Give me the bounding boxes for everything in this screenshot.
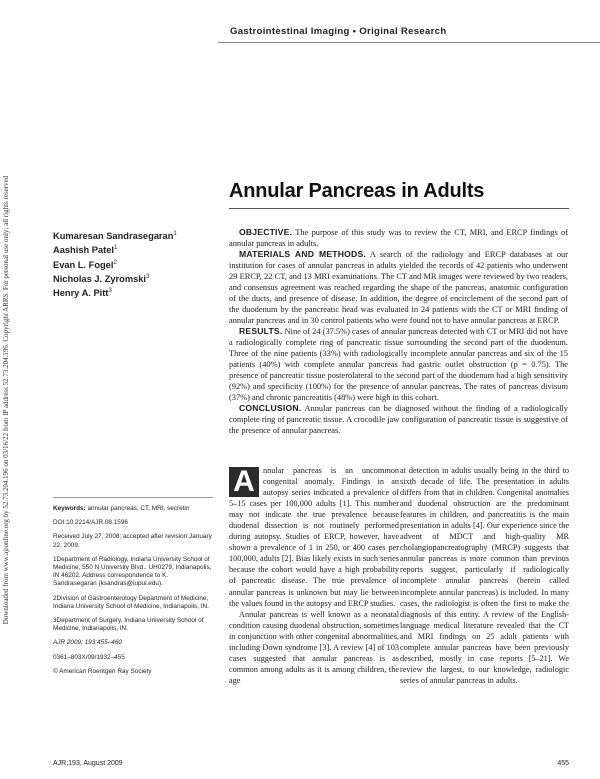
received-date: Received July 27, 2008; accepted after revision January 22, 2009.	[53, 533, 212, 549]
author: Nicholas J. Zyromski$^3$	[53, 273, 150, 284]
abstract-methods: MATERIALS AND METHODS. A search of the radiology and ERCP databases at our institution for cases of annular pancreas in adults yielded the records of 42 patients who underwent 29 ERCP, 22 CT, and 13 MRI examinations. The CT and MR images were reviewed by two readers, and consensus agreement was reached regarding the shape of the pancreas, anatomic configuration of the ducts, and presence of disease. In addition, the degree of encirclement of the second part of the duodenum by the pancreatic head was evaluated in 24 patients with the CT or MRI finding of annular pancreas and in 30 control patients who were found not to have annular pancreas at ERCP.	[229, 249, 568, 325]
download-note	[0, 0, 14, 779]
abstract	[229, 227, 568, 436]
keywords: Keywords: annular pancreas, CT, MRI, secretin	[53, 505, 190, 512]
abstract-results: RESULTS. Nine of 24 (37.5%) cases of annular pancreas detected with CT or MRI did not have a radiologically complete ring of pancreatic tissue surrounding the second part of the duodenum. Three of the nine patients (33%) with radiologically incomplete annular pancreas and six of the 15 patients (40%) with complete annular pancreas had gastric outlet obstruction (p = 0.75). The presence of pancreatic tissue posterolateral to the second part of the duodenum had a high sensitivity (92%) and specificity (100%) for the presence of annular pancreas. The rates of pancreas divisum (37%) and chronic pancreatitis (48%) were high in this cohort.	[229, 326, 568, 402]
title-rule	[229, 208, 569, 209]
body-column-2	[400, 465, 569, 686]
citation: AJR 2009; 193:455–460	[53, 639, 122, 647]
copyright: © American Roentgen Ray Society	[53, 667, 152, 675]
drop-cap: A	[229, 467, 259, 497]
author: Henry A. Pitt$^3$	[53, 288, 112, 299]
header-rule	[218, 42, 600, 43]
section-header	[218, 25, 600, 41]
page-number: 455	[557, 760, 569, 767]
affiliation-3: 3Department of Surgery, Indiana University School of Medicine, Indianapolis, IN.	[53, 617, 204, 633]
body-column-1	[229, 465, 399, 686]
section-header-text: Gastrointestinal Imaging • Original Research	[230, 26, 447, 37]
abstract-conclusion: CONCLUSION. Annular pancreas can be diagnosed without the finding of a radiologically complete ring of pancreatic tissue. A crocodile jaw configuration of pancreatic tissue is suggestive of the presence of annular pancreas.	[229, 403, 568, 435]
abstract-objective: OBJECTIVE. The purpose of this study was to review the CT, MRI, and ERCP findings of annular pancreas in adults.	[229, 227, 568, 248]
article-meta	[53, 505, 213, 682]
author-list	[53, 228, 177, 299]
affiliation-1: 1Department of Radiology, Indiana University School of Medicine, 550 N University Blvd., UH0279, Indianapolis, IN 46202. Address correspondence to K. Sandrasegaran (ksandras@iupui.edu).	[53, 555, 212, 588]
footer-journal: AJR:193, August 2009	[53, 760, 123, 767]
author: Evan L. Fogel$^2$	[53, 259, 117, 270]
download-note-text: Downloaded from www.ajronline.org by 52.73.204.196 on 03/16/22 from IP address 52.73.204.196. Copyright ARRS. For personal use only; all rights reserved	[2, 175, 10, 625]
author: Aashish Patel$^1$	[53, 245, 118, 256]
body-paragraph: nnular pancreas is an uncommon congenital anomaly. Findings in an autopsy series indicated a prevalence of 5–15 cases per 100,000 adults [1]. This number may not indicate the true prevalence because duodenal dissection is not routinely performed during autopsy. Studies of ERCP, however, have shown a prevalence of 1 in 250, or 400 cases per 100,000, adults [2]. Bias likely exists in such series because the cohort would have a high probability of pancreatic disease. The true prevalence of annular pancreas is unknown but may lie between the values found in the autopsy and ERCP studies.	[229, 466, 399, 608]
issn: 0361–803X/09/1932–455	[53, 653, 125, 661]
author: Kumaresan Sandrasegaran$^1$	[53, 231, 177, 242]
affiliation-2: 2Division of Gastroenterology Department of Medicine, Indiana University School of Medicine, Indianapolis, IN.	[53, 594, 209, 610]
doi: DOI:10.2214/AJR.08.1596	[53, 519, 128, 527]
article-title: Annular Pancreas in Adults	[229, 180, 485, 202]
meta-rule	[53, 497, 213, 498]
body-paragraph: Annular pancreas is well known as a neonatal condition causing duodenal obstruction, sometimes in conjunction with other congenital abnormalities, including Down syndrome [3]. A review [4] of 103 cases suggested that annular pancreas is as common among adults as it is among children, the age	[229, 609, 399, 685]
body-paragraph: at detection in adults usually being in the third to sixth decade of life. The presentation in adults differs from that in children. Congenital anomalies and duodenal obstruction are the predominant features in children, and pancreatitis is the main presentation in adults [4]. Our experience since the advent of MDCT and high-quality MR cholangiopancreatography (MRCP) suggests that annular pancreas is more common than previous reports suggest, particularly if radiologically incomplete annular pancreas (herein called incomplete annular pancreas) is included. In many cases, the radiologist is often the first to make the diagnosis of this entity. A review of the English-language medical literature revealed that the CT and MRI findings on 25 adult patients with complete annular pancreas have been previously described, mostly in case reports [5–21]. We review the largest, to our knowledge, radiologic series of annular pancreas in adults.	[400, 466, 569, 685]
